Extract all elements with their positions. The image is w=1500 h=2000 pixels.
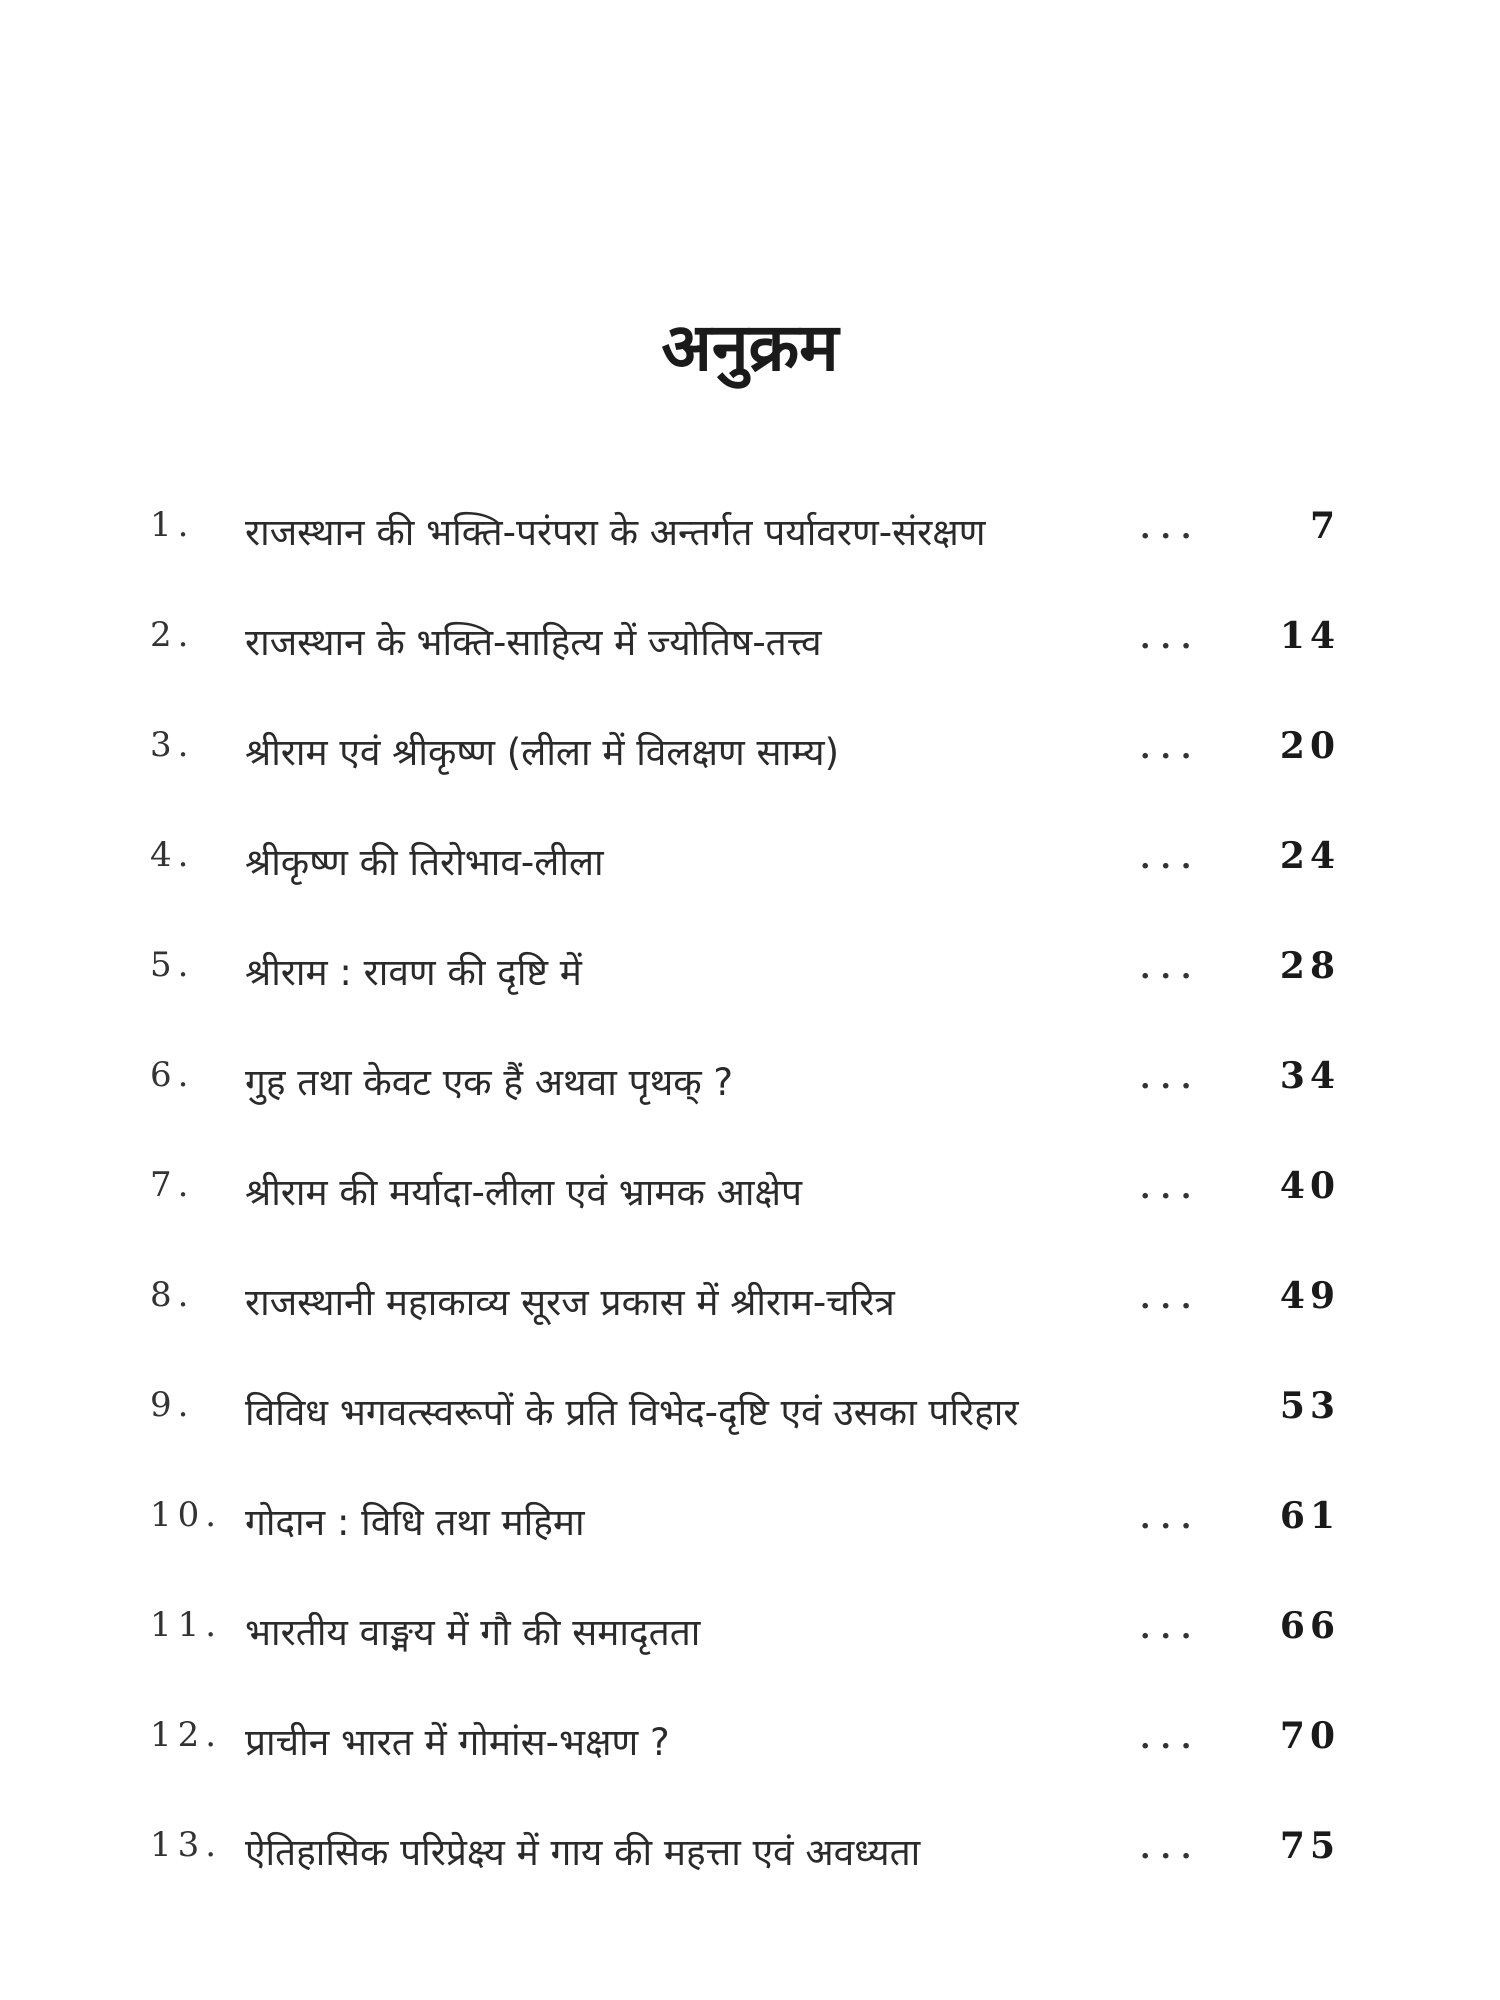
toc-entry-title: विविध भगवत्स्वरूपों के प्रति विभेद-दृष्टि एवं उसका परिहार	[245, 1391, 1019, 1434]
toc-entry-number: 11.	[150, 1605, 223, 1645]
toc-entry-leader: ...	[1140, 1501, 1202, 1536]
toc-entry-leader: ...	[1140, 1611, 1202, 1646]
toc-entry-number: 5.	[150, 945, 195, 985]
toc-entry-number: 3.	[150, 725, 195, 765]
toc-entry-leader: ...	[1140, 951, 1202, 986]
toc-entry-leader: ...	[1140, 1171, 1202, 1206]
toc-entry-title: गुह तथा केवट एक हैं अथवा पृथक् ?	[245, 1061, 734, 1104]
toc-entry-title: राजस्थान की भक्ति-परंपरा के अन्तर्गत पर्यावरण-संरक्षण	[245, 511, 986, 554]
toc-entry-page-number: 70	[1279, 1715, 1340, 1757]
toc-entry-page-number: 24	[1279, 835, 1340, 877]
toc-entry-page-number: 53	[1279, 1385, 1340, 1427]
toc-entry-page-number: 61	[1279, 1495, 1340, 1537]
toc-entry	[0, 835, 1500, 945]
toc-entry-number: 10.	[150, 1495, 223, 1535]
toc-entry-number: 2.	[150, 615, 195, 655]
toc-entry-number: 6.	[150, 1055, 195, 1095]
toc-entry	[0, 1055, 1500, 1165]
toc-entry	[0, 1825, 1500, 1935]
toc-entry-page-number: 14	[1279, 615, 1340, 657]
toc-entry-leader: ...	[1140, 1831, 1202, 1866]
toc-entry-title: राजस्थानी महाकाव्य सूरज प्रकास में श्रीराम-चरित्र	[245, 1281, 895, 1324]
toc-entry-title: श्रीराम की मर्यादा-लीला एवं भ्रामक आक्षेप	[245, 1171, 803, 1214]
toc-entry	[0, 725, 1500, 835]
toc-entry-page-number: 40	[1279, 1165, 1340, 1207]
toc-entry-page-number: 75	[1279, 1825, 1340, 1867]
toc-entry-number: 13.	[150, 1825, 223, 1865]
toc-entry-title: श्रीराम : रावण की दृष्टि में	[245, 951, 582, 994]
toc-entry	[0, 505, 1500, 615]
toc-entry-leader: ...	[1140, 841, 1202, 876]
toc-entry-page-number: 34	[1279, 1055, 1340, 1097]
toc-entry-number: 8.	[150, 1275, 195, 1315]
toc-entry-page-number: 7	[1309, 505, 1340, 547]
toc-entry-number: 1.	[150, 505, 195, 545]
toc-entry	[0, 1495, 1500, 1605]
toc-entry-page-number: 66	[1279, 1605, 1340, 1647]
toc-entry-number: 9.	[150, 1385, 195, 1425]
toc-entry-number: 12.	[150, 1715, 223, 1755]
toc-entry-title: श्रीराम एवं श्रीकृष्ण (लीला में विलक्षण साम्य)	[245, 731, 840, 774]
toc-entry-leader: ...	[1140, 1281, 1202, 1316]
toc-entry-title: श्रीकृष्ण की तिरोभाव-लीला	[245, 841, 604, 884]
toc-entry	[0, 1605, 1500, 1715]
toc-entry-leader: ...	[1140, 731, 1202, 766]
toc-entry-number: 4.	[150, 835, 195, 875]
toc-entry	[0, 1385, 1500, 1495]
toc-entry-page-number: 49	[1279, 1275, 1340, 1317]
toc-entry-title: राजस्थान के भक्ति-साहित्य में ज्योतिष-तत्त्व	[245, 621, 822, 664]
toc-entry-title: गोदान : विधि तथा महिमा	[245, 1501, 585, 1544]
toc-entry	[0, 1165, 1500, 1275]
toc-entry	[0, 615, 1500, 725]
toc-entry-number: 7.	[150, 1165, 195, 1205]
toc-entry	[0, 1275, 1500, 1385]
toc-entry-title: प्राचीन भारत में गोमांस-भक्षण ?	[245, 1721, 670, 1764]
toc-entry-title: भारतीय वाङ्मय में गौ की समादृतता	[245, 1611, 701, 1654]
toc-entry-page-number: 28	[1279, 945, 1340, 987]
toc-entry-leader: ...	[1140, 1721, 1202, 1756]
toc-entry	[0, 945, 1500, 1055]
toc-entry-leader: ...	[1140, 511, 1202, 546]
toc-entry	[0, 1715, 1500, 1825]
toc-entry-leader: ...	[1140, 621, 1202, 656]
toc-entry-page-number: 20	[1279, 725, 1340, 767]
toc-entry-leader: ...	[1140, 1061, 1202, 1096]
toc-entry-title: ऐतिहासिक परिप्रेक्ष्य में गाय की महत्ता एवं अवध्यता	[245, 1831, 921, 1874]
page-title: अनुक्रम	[661, 309, 839, 386]
